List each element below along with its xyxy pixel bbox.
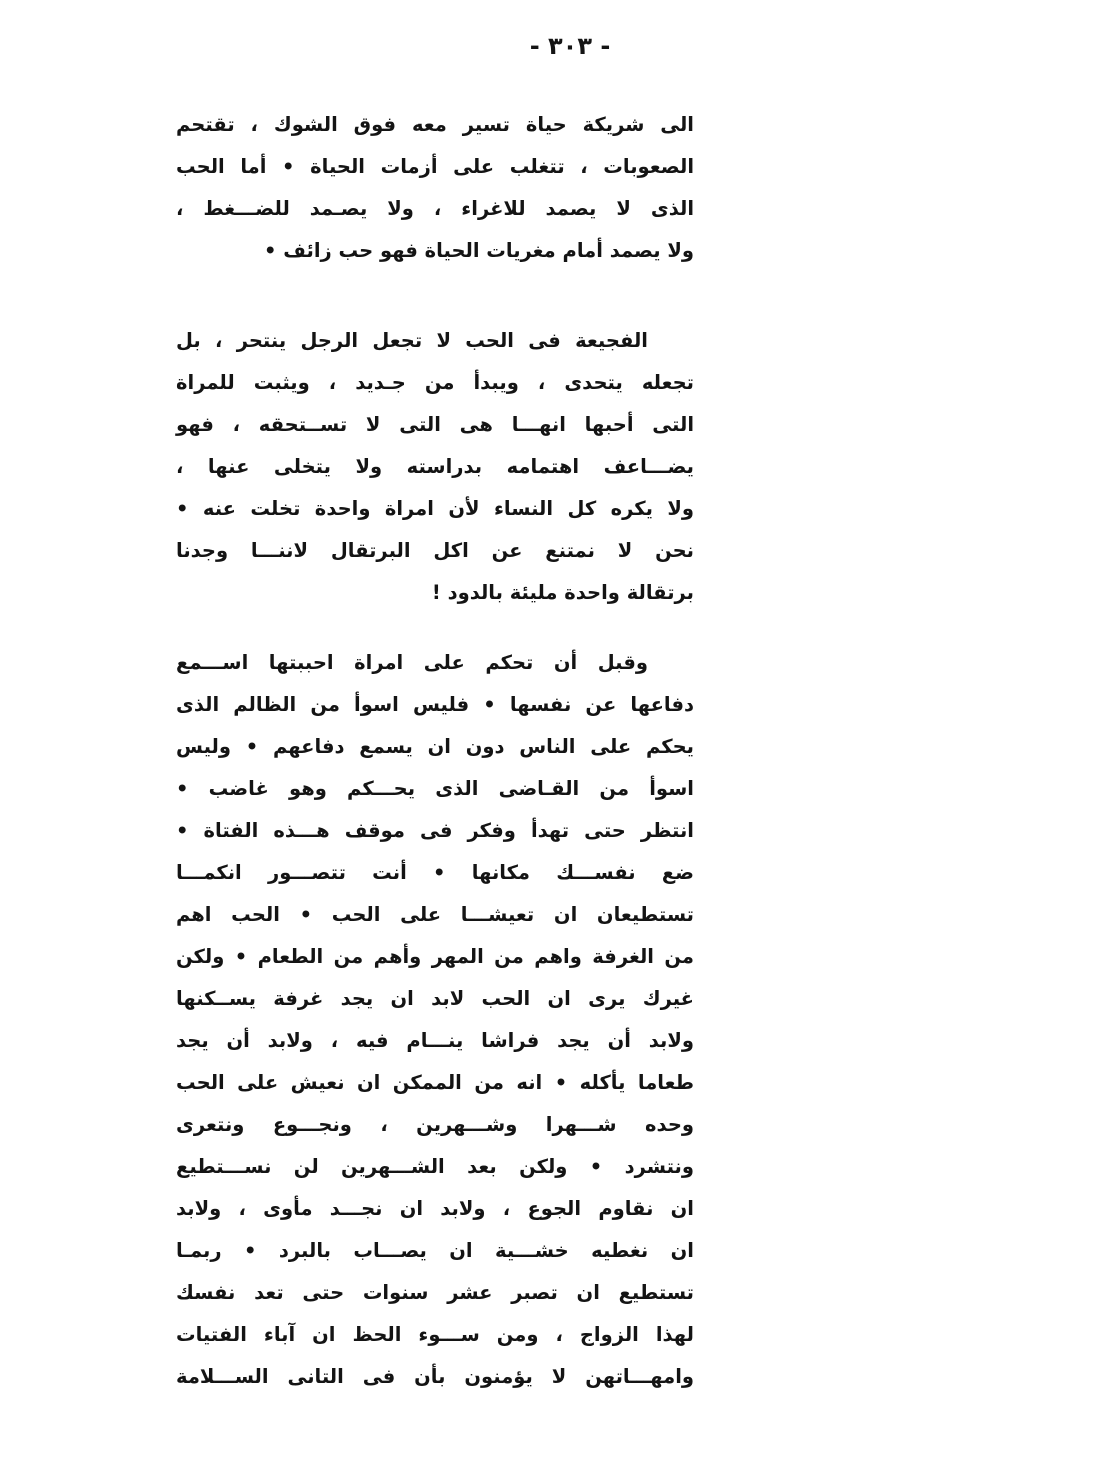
paragraph-1 xyxy=(176,104,694,272)
text-line: انتظر حتى تهدأ وفكر فى موقف هـــذه الفتاة • xyxy=(176,819,694,842)
text-line: ان نقاوم الجوع ، ولابد ان نجـــد مأوى ، ولابد xyxy=(176,1197,694,1220)
text-line: تستطيع ان تصبر عشر سنوات حتى تعد نفسك xyxy=(176,1281,694,1304)
text-line: ولا يكره كل النساء لأن امراة واحدة تخلت عنه • xyxy=(176,497,694,520)
text-line: ولا يصمد أمام مغريات الحياة فهو حب زائف • xyxy=(264,239,694,262)
text-line: اسوأ من القـاضى الذى يحـــكم وهو غاضب • xyxy=(176,777,694,800)
text-line: ان نغطيه خشـــية ان يصـــاب بالبرد • ربمـا xyxy=(176,1239,694,1262)
text-line: الصعوبات ، تتغلب على أزمات الحياة • أما الحب xyxy=(176,155,694,178)
text-line: الفجيعة فى الحب لا تجعل الرجل ينتحر ، بل xyxy=(176,329,648,352)
text-line: نحن لا نمتنع عن اكل البرتقال لاننـــا وجدنا xyxy=(176,539,694,562)
text-line: تستطيعان ان تعيشـــا على الحب • الحب اهم xyxy=(176,903,694,926)
text-line: ولابد أن يجد فراشا ينـــام فيه ، ولابد أن يجد xyxy=(176,1029,694,1052)
page-number: - ٣٠٣ - xyxy=(529,32,611,60)
text-line: الذى لا يصمد للاغراء ، ولا يصـمد للضـــغط ، xyxy=(176,197,694,220)
text-line: برتقالة واحدة مليئة بالدود ! xyxy=(431,581,694,604)
paragraph-2 xyxy=(176,320,694,614)
text-line: ونتشرد • ولكن بعد الشـــهرين لن نســـتطيع xyxy=(176,1155,694,1178)
text-line: طعاما يأكله • انه من الممكن ان نعيش على الحب xyxy=(176,1071,694,1094)
text-line: دفاعها عن نفسها • فليس اسوأ من الظالم الذى xyxy=(176,693,694,716)
text-line: تجعله يتحدى ، ويبدأ من جـديد ، ويثبت للمراة xyxy=(176,371,694,394)
text-line: ضع نفســـك مكانها • أنت تتصـــور انكمـــا xyxy=(176,861,694,884)
text-line: الى شريكة حياة تسير معه فوق الشوك ، تقتحم xyxy=(176,113,694,136)
text-line: غيرك يرى ان الحب لابد ان يجد غرفة يســكنها xyxy=(176,987,694,1010)
text-line: وامهـــاتهن لا يؤمنون بأن فى التانى الســـلامة xyxy=(176,1365,694,1388)
text-line: يحكم على الناس دون ان يسمع دفاعهم • وليس xyxy=(176,735,694,758)
paragraph-3 xyxy=(176,642,694,1398)
text-line: يضـــاعف اهتمامه بدراسته ولا يتخلى عنها ، xyxy=(176,455,694,478)
text-line: من الغرفة واهم من المهر وأهم من الطعام • ولكن xyxy=(176,945,694,968)
text-line: لهذا الزواج ، ومن ســـوء الحظ ان آباء الفتيات xyxy=(176,1323,694,1346)
text-line: وحده شـــهرا وشـــهرين ، ونجـــوع ونتعرى xyxy=(176,1113,694,1136)
text-line: التى أحبها انهـــا هى التى لا تســتحقه ، فهو xyxy=(176,413,694,436)
text-line: وقبل أن تحكم على امراة احببتها اســـمع xyxy=(176,651,648,674)
